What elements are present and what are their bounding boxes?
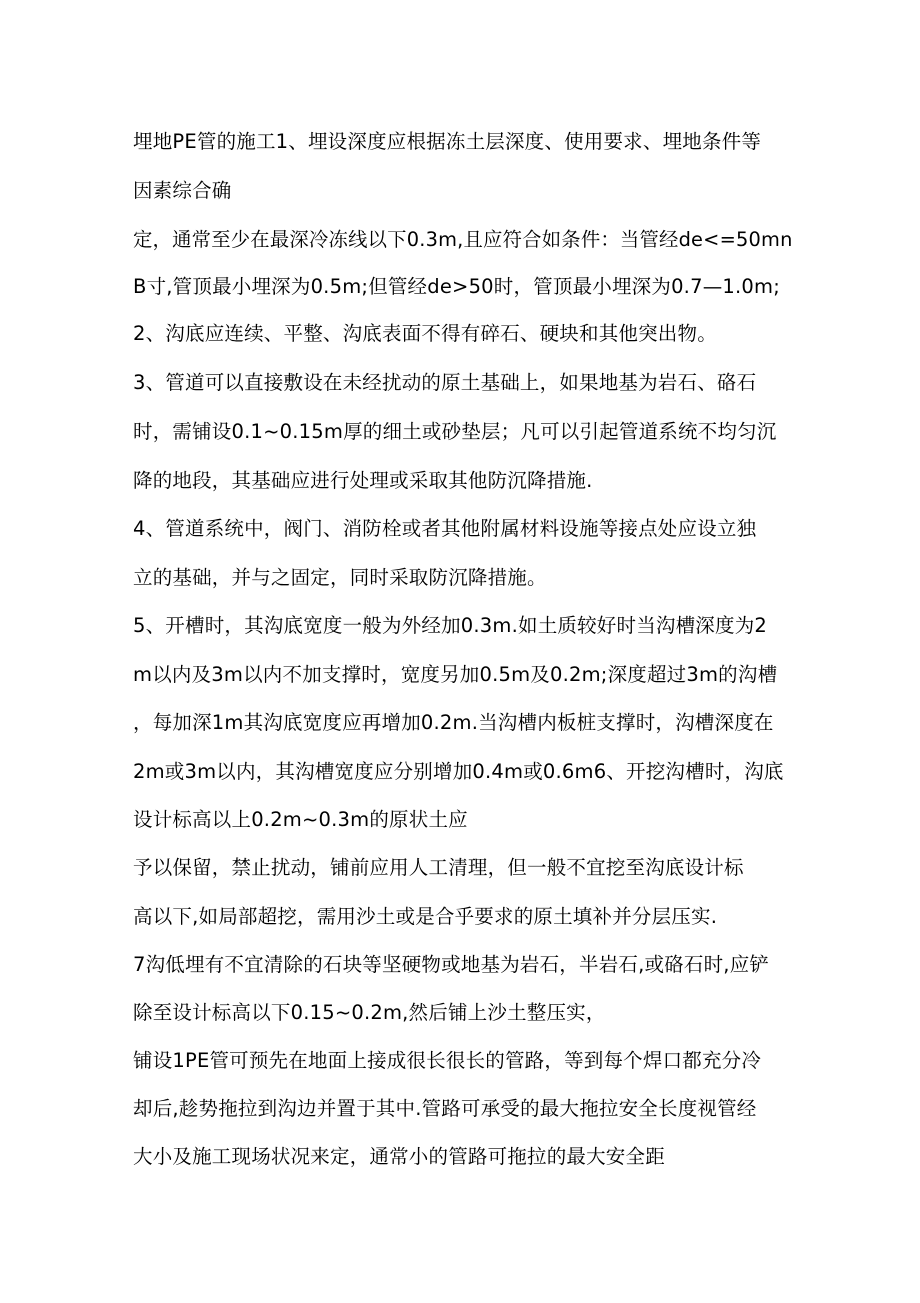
text-line: 2m或3m以内，其沟槽宽度应分别增加0.4m或0.6m6、开挖沟槽时，沟底 bbox=[133, 760, 784, 783]
text-line: 3、管道可以直接敷设在未经扰动的原土基础上，如果地基为岩石、硌石 bbox=[133, 371, 757, 394]
text-line: 定，通常至少在最深冷冻线以下0.3m,且应符合如条件：当管经de<=50mn bbox=[133, 228, 793, 251]
text-line: 时，需铺设0.1~0.15m厚的细土或砂垫层；凡可以引起管道系统不均匀沉 bbox=[133, 420, 777, 443]
text-line: 因素综合确 bbox=[133, 179, 232, 202]
text-line: B寸,管顶最小埋深为0.5m;但管经de>50时，管顶最小埋深为0.7—1.0m; bbox=[133, 275, 780, 298]
text-line: 大小及施工现场状况来定，通常小的管路可拖拉的最大安全距 bbox=[133, 1145, 665, 1168]
text-line: 降的地段，其基础应进行处理或采取其他防沉降措施. bbox=[133, 469, 593, 492]
text-line: 立的基础，并与之固定，同时采取防沉降措施。 bbox=[133, 566, 547, 589]
text-line: 铺设1PE管可预先在地面上接成很长很长的管路，等到每个焊口都充分冷 bbox=[133, 1049, 762, 1072]
text-line: ，每加深1m其沟底宽度应再增加0.2m.当沟槽内板桩支撑时，沟槽深度在 bbox=[133, 711, 774, 734]
text-line: 2、沟底应连续、平整、沟底表面不得有碎石、硬块和其他突出物。 bbox=[133, 322, 717, 345]
text-line: 却后,趁势拖拉到沟边并置于其中.管路可承受的最大拖拉安全长度视管经 bbox=[133, 1097, 757, 1120]
text-line: 埋地PE管的施工1、埋设深度应根据冻土层深度、使用要求、埋地条件等 bbox=[133, 130, 762, 153]
text-line: 除至设计标高以下0.15~0.2m,然后铺上沙土整压实， bbox=[133, 1001, 606, 1024]
text-line: 高以下,如局部超挖，需用沙土或是合乎要求的原土填补并分层压实. bbox=[133, 905, 718, 928]
text-line: 予以保留，禁止扰动，铺前应用人工清理，但一般不宜挖至沟底设计标 bbox=[133, 856, 744, 879]
text-line: 设计标高以上0.2m~0.3m的原状土应 bbox=[133, 808, 468, 831]
text-line: 5、开槽时，其沟底宽度一般为外经加0.3m.如土质较好时当沟槽深度为2 bbox=[133, 614, 768, 637]
text-line: 4、管道系统中，阀门、消防栓或者其他附属材料设施等接点处应设立独 bbox=[133, 517, 757, 540]
text-line: 7沟低埋有不宜清除的石块等坚硬物或地基为岩石，半岩石,或硌石时,应铲 bbox=[133, 953, 770, 976]
text-line: m以内及3m以内不加支撑时，宽度另加0.5m及0.2m;深度超过3m的沟槽 bbox=[133, 663, 778, 686]
